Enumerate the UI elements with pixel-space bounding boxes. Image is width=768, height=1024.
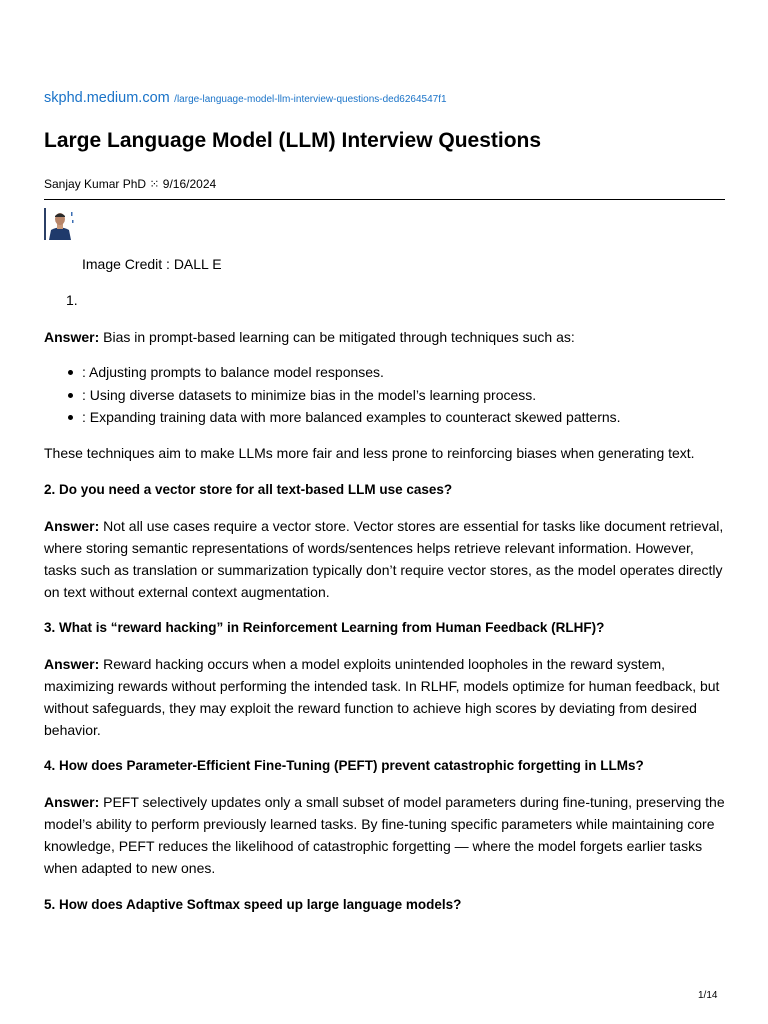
source-path-link[interactable]: /large-language-model-llm-interview-questions-ded6264547f1 [174,94,447,105]
list-item: : Expanding training data with more balanced examples to counteract skewed patterns. [44,406,724,429]
byline [44,176,216,192]
article-title: Large Language Model (LLM) Interview Questions [44,129,542,152]
answer-2 [44,515,726,603]
question-2: 2. Do you need a vector store for all text-based LLM use cases? [44,482,453,497]
byline-separator: ⁙ [149,177,160,191]
answer-2-label: Answer: [44,518,100,534]
answer-3-label: Answer: [44,656,100,672]
question-4: 4. How does Parameter-Efficient Fine-Tuning (PEFT) prevent catastrophic forgetting in LLMs? [44,758,644,773]
answer-4-text: PEFT selectively updates only a small subset of model parameters during fine-tuning, preserving the model’s ability to perform previously learned tasks. By fine-tuning specific parameters while maintaining core knowledge, PEFT reduces the likelihood of catastrophic forgetting — where the model forgets earlier tasks when adapted to new ones. [44,794,725,876]
answer-1-label: Answer: [44,329,100,345]
source-url[interactable] [44,89,447,107]
answer-3 [44,653,726,741]
author-avatar [44,208,76,240]
question-5: 5. How does Adaptive Softmax speed up large language models? [44,897,462,912]
publish-date: 9/16/2024 [162,177,217,191]
list-item: : Adjusting prompts to balance model responses. [44,361,724,384]
header-divider [44,199,725,200]
answer-4-label: Answer: [44,794,100,810]
answer-4 [44,791,726,879]
question-1-number: 1. [66,292,78,308]
list-item: : Using diverse datasets to minimize bias in the model’s learning process. [44,384,724,407]
answer-2-text: Not all use cases require a vector store. Vector stores are essential for tasks like document retrieval, where storing semantic representations of words/sentences helps retrieve relevant information. However, tasks such as translation or summarization typically don’t require vector stores, as the model operates directly on text without external context augmentation. [44,518,724,600]
author-name: Sanjay Kumar PhD [44,177,147,191]
answer-3-text: Reward hacking occurs when a model exploits unintended loopholes in the reward system, maximizing rewards without performing the intended task. In RLHF, models optimize for human feedback, but without safeguards, they may exploit the reward function to achieve high scores by deviating from desired behavior. [44,656,720,738]
answer-1-text: Bias in prompt-based learning can be mitigated through techniques such as: [99,329,575,345]
bias-techniques-list [44,361,724,429]
image-credit: Image Credit : DALL E [82,256,222,272]
question-3: 3. What is “reward hacking” in Reinforcement Learning from Human Feedback (RLHF)? [44,620,605,635]
source-domain-link[interactable]: skphd.medium.com [44,90,170,106]
page-number: 1/14 [698,990,718,1001]
answer-1 [44,326,726,348]
answer-1-conclusion: These techniques aim to make LLMs more fair and less prone to reinforcing biases when generating text. [44,445,695,461]
